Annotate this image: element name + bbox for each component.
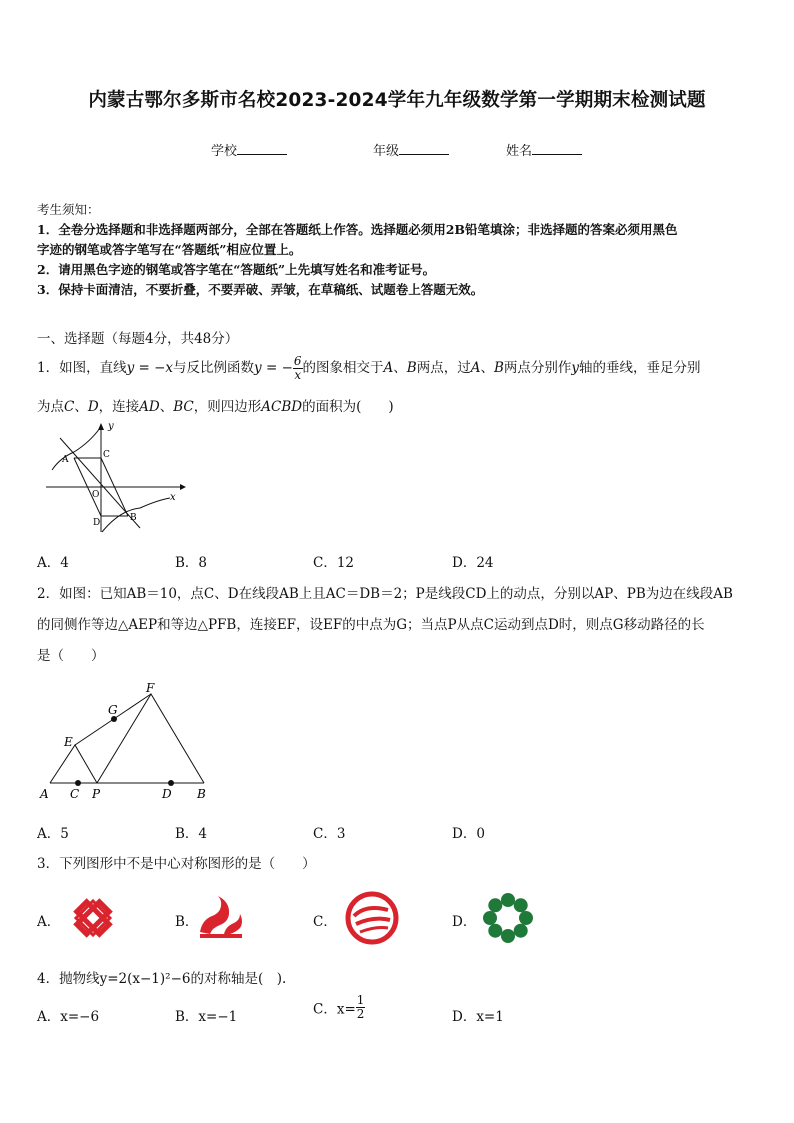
q1-line2: 为点C、D，连接AD、BC，则四边形ACBD的面积为( ) <box>37 399 394 415</box>
school-field[interactable]: 学校 <box>211 140 287 159</box>
petal-8 <box>488 898 502 912</box>
q2-line3: 是（ ） <box>37 648 105 664</box>
x-axis-arrow <box>180 484 186 490</box>
flame-base <box>200 934 242 938</box>
flame-shape <box>200 896 229 934</box>
q1-option-b[interactable]: B．8 <box>175 555 208 571</box>
q1-fraction: $\frac{6}{x}$ <box>293 354 302 382</box>
note-3: 3．保持卡面清洁，不要折叠，不要弄破、弄皱，在草稿纸、试题卷上答题无效。 <box>37 282 484 297</box>
label-C2: C <box>70 787 80 801</box>
q3-image-b-flame-logo[interactable] <box>196 894 246 940</box>
label-A: A <box>62 455 69 465</box>
q1-figure <box>40 420 190 535</box>
swirl-arc-2 <box>356 919 390 924</box>
q2-figure <box>34 676 214 804</box>
label-A2: A <box>40 787 49 801</box>
q3-label-a[interactable]: A． <box>37 914 61 930</box>
q1-option-c[interactable]: C．12 <box>313 555 355 571</box>
label-B2: B <box>197 787 206 801</box>
q3-image-c-swirl-logo[interactable] <box>344 890 400 946</box>
label-F: F <box>146 681 155 695</box>
q3-image-a-knot-logo[interactable] <box>66 890 120 946</box>
q1-option-a[interactable]: A．4 <box>37 555 69 571</box>
q1-option-d[interactable]: D．24 <box>452 555 494 571</box>
q2-line2: 的同侧作等边△AEP和等边△PFB，连接EF，设EF的中点为G；当点P从点C运动到点D时，则点G移动路径的长 <box>37 617 705 633</box>
swirl-arc-1 <box>354 908 388 916</box>
label-D: D <box>93 518 101 528</box>
point-C <box>75 780 81 786</box>
petal-5 <box>501 929 515 943</box>
note-1b: 字迹的钢笔或答字笔写在“答题纸”相应位置上。 <box>37 242 302 257</box>
swirl-arc-3 <box>360 928 388 933</box>
page-title: 内蒙古鄂尔多斯市名校2023-2024学年九年级数学第一学期期末检测试题 <box>88 90 706 111</box>
q2-line1: 2．如图：已知AB＝10，点C、D在线段AB上且AC＝DB＝2；P是线段CD上的动点，分别以AP、PB为边在线段AB <box>37 586 733 602</box>
q3-label-b[interactable]: B． <box>175 914 199 930</box>
q4-option-d[interactable]: D．x=1 <box>452 1009 504 1025</box>
q4-text: 4．抛物线y=2(x−1)²−6的对称轴是( ). <box>37 971 287 987</box>
q4-option-a[interactable]: A．x=−6 <box>37 1009 100 1025</box>
section-heading: 一、选择题（每题4分，共48分） <box>37 331 239 347</box>
q3-image-d-flower-logo[interactable] <box>480 890 536 946</box>
note-1a: 1．全卷分选择题和非选择题两部分，全部在答题纸上作答。选择题必须用2B铅笔填涂；非选择题的答案必须用黑色 <box>37 222 678 237</box>
flower-center <box>498 908 518 928</box>
petal-3 <box>519 911 533 925</box>
label-x: x <box>170 492 176 503</box>
label-G: G <box>108 703 118 717</box>
q2-option-c[interactable]: C．3 <box>313 826 346 842</box>
notes-header: 考生须知： <box>37 202 100 217</box>
label-B: B <box>130 513 137 523</box>
grade-field[interactable]: 年级 <box>373 140 449 159</box>
q2-option-d[interactable]: D．0 <box>452 826 485 842</box>
q2-option-b[interactable]: B．4 <box>175 826 208 842</box>
hyperbola-branch-left <box>52 428 100 470</box>
q3-label-d[interactable]: D． <box>452 914 477 930</box>
label-O: O <box>92 490 100 500</box>
petal-7 <box>483 911 497 925</box>
triangle-AEP <box>50 745 97 783</box>
label-E: E <box>64 735 73 749</box>
petal-2 <box>514 898 528 912</box>
label-P: P <box>92 787 101 801</box>
name-field[interactable]: 姓名 <box>506 140 582 159</box>
label-D2: D <box>162 787 172 801</box>
petal-1 <box>501 893 515 907</box>
q3-text: 3．下列图形中不是中心对称图形的是（ ） <box>37 856 316 872</box>
note-2: 2．请用黑色字迹的钢笔或答字笔在“答题纸”上先填写姓名和准考证号。 <box>37 262 436 277</box>
q4-fraction: $\frac{1}{2}$ <box>356 993 365 1021</box>
label-y: y <box>108 421 114 432</box>
exam-notes <box>37 200 759 300</box>
label-C: C <box>103 450 110 460</box>
q3-label-c[interactable]: C． <box>313 914 337 930</box>
petal-6 <box>488 924 502 938</box>
q4-option-c[interactable]: C．x= $\frac{1}{2}$ <box>313 993 365 1021</box>
q1-line1: 1．如图，直线y = −x与反比例函数y = − $\frac{6}{x}$ 的图象相交于A、B两点，过A、B两点分别作y轴的垂线，垂足分别 <box>37 354 701 382</box>
point-D <box>168 780 174 786</box>
petal-4 <box>514 924 528 938</box>
q2-option-a[interactable]: A．5 <box>37 826 69 842</box>
q4-option-b[interactable]: B．x=−1 <box>175 1009 238 1025</box>
